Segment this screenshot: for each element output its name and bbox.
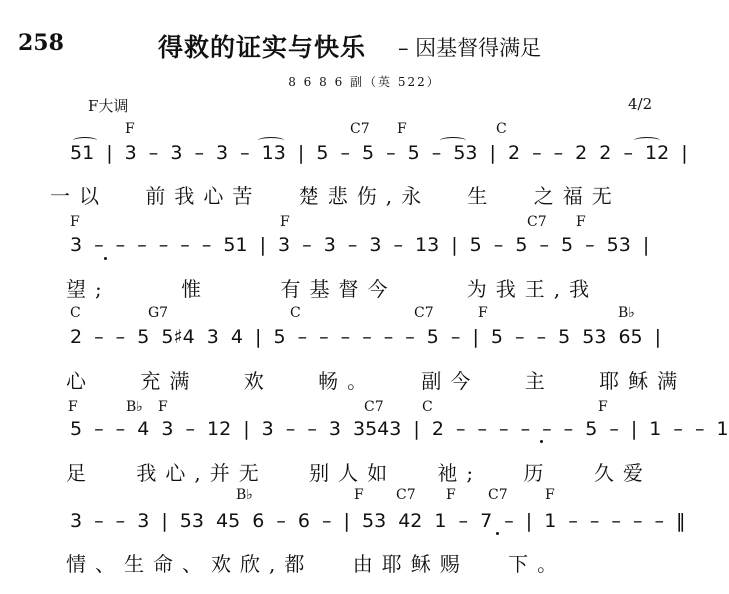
notes-row-4: 5 – – 4 3 – 12 | 3 – – 3 3543 | 2 – – – – – – 5 – | 1 – – 1	[70, 418, 729, 440]
slur	[258, 137, 284, 144]
slur	[634, 137, 660, 144]
chord: F	[280, 214, 290, 230]
chord: F	[158, 399, 168, 415]
lyrics-row-1: 一以 前我心苦 楚悲伤,永 生 之福无	[50, 184, 621, 208]
chord: C7	[350, 121, 370, 137]
chord-row-4	[0, 399, 729, 417]
chord: C	[290, 305, 301, 321]
chord: F	[576, 214, 586, 230]
chord: F	[397, 121, 407, 137]
notes-row-2: 3 – – – – – – 51 | 3 – 3 – 3 – 13 | 5 – 5 – 5 – 53 |	[70, 234, 650, 256]
time-signature: 4/2	[628, 95, 653, 113]
hymn-title: 得救的证实与快乐	[158, 33, 367, 62]
slur	[440, 137, 466, 144]
chord: C7	[396, 487, 416, 503]
chord: C	[496, 121, 507, 137]
chord: F	[70, 214, 80, 230]
chord: F	[478, 305, 488, 321]
chord: F	[125, 121, 135, 137]
chord-row-5	[0, 487, 729, 505]
chord: B♭	[126, 399, 143, 415]
chord: C7	[364, 399, 384, 415]
lyrics-row-2: 望; 惟 有基督今 为我王,我	[66, 277, 599, 301]
lyrics-row-5: 情、生命、欢欣,都 由耶稣赐 下。	[66, 552, 567, 576]
lyrics-row-3: 心 充满 欢 畅。 副今 主 耶稣满	[66, 369, 687, 393]
chord: G7	[148, 305, 169, 321]
chord: C7	[414, 305, 434, 321]
hymn-number: 258	[18, 30, 64, 56]
chord: F	[545, 487, 555, 503]
lyrics-row-4: 足 我心,并无 别人如 祂; 历 久爱	[66, 461, 652, 485]
chord: F	[68, 399, 78, 415]
chord: B♭	[236, 487, 253, 503]
chord: C	[70, 305, 81, 321]
chord: F	[598, 399, 608, 415]
key-signature: F大调	[88, 97, 129, 115]
chord-row-3	[0, 305, 729, 323]
hymn-subtitle: – 因基督得满足	[398, 36, 542, 60]
chord: B♭	[618, 305, 635, 321]
chord-row-2	[0, 214, 729, 232]
slur	[73, 137, 97, 144]
notes-row-1: 51 | 3 – 3 – 3 – 13 | 5 – 5 – 5 – 53 | 2 – – 2 2 – 12 |	[70, 142, 688, 164]
notes-row-5: 3 – – 3 | 53 45 6 – 6 – | 53 42 1 – 7 – | 1 – – – – – ‖	[70, 510, 686, 532]
octave-dot	[104, 257, 107, 260]
chord-row-1	[0, 121, 729, 139]
chord: C7	[488, 487, 508, 503]
octave-dot	[540, 440, 543, 443]
notes-row-3: 2 – – 5 5♯4 3 4 | 5 – – – – – – 5 – | 5 – – 5 53 65 |	[70, 326, 662, 348]
chord: C7	[527, 214, 547, 230]
chord: F	[446, 487, 456, 503]
meter-line: 8 6 8 6 副（英 522）	[288, 75, 441, 89]
chord: F	[354, 487, 364, 503]
octave-dot	[496, 532, 499, 535]
chord: C	[422, 399, 433, 415]
